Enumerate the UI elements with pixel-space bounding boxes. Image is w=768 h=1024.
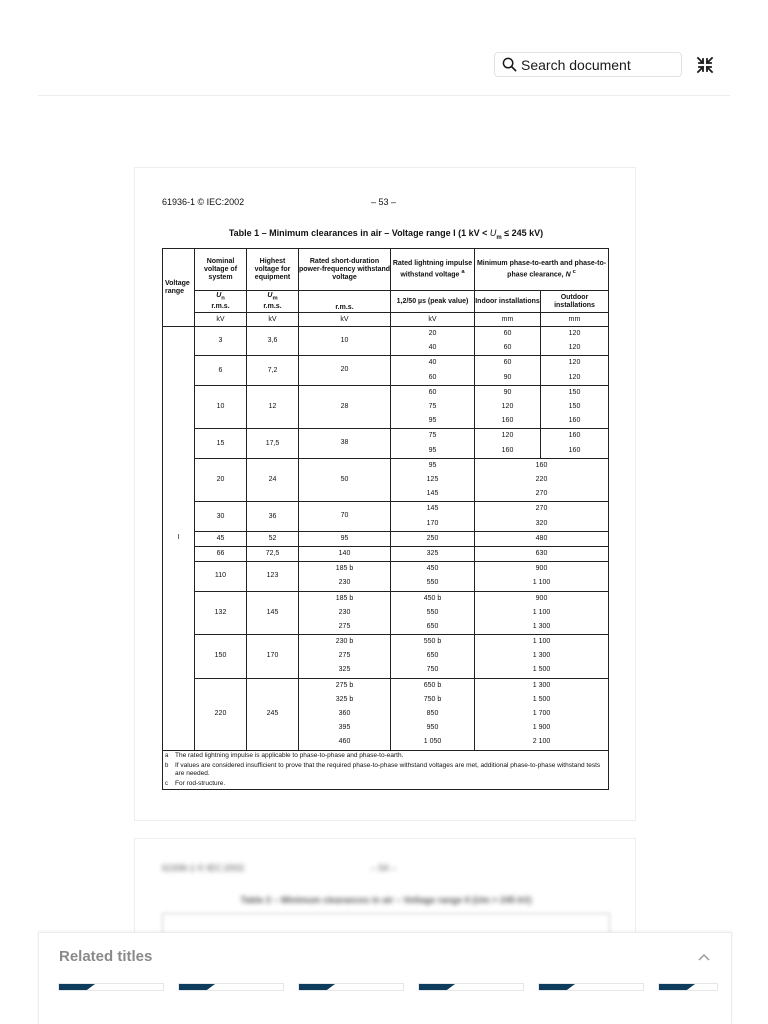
footnote — [163, 751, 608, 761]
table-row — [163, 678, 609, 750]
short-duration-cell-value: 325 — [338, 666, 351, 674]
lightning-impulse-cell-value: 950 — [426, 724, 439, 732]
next-page-number: – 54 – — [371, 863, 397, 873]
lightning-impulse-cell-value: 1 050 — [423, 738, 442, 746]
lightning-impulse-cell-value: 75 — [428, 432, 437, 440]
nominal-voltage-cell: 150 — [195, 635, 247, 679]
highest-voltage-cell: 123 — [247, 562, 299, 591]
table-row — [163, 356, 609, 385]
clearance-table — [162, 248, 609, 790]
related-thumbnail[interactable] — [418, 983, 524, 991]
footnote-mark: a — [165, 752, 169, 759]
highest-voltage-cell: 17,5 — [247, 429, 299, 458]
lightning-impulse-cell — [391, 502, 475, 531]
clearance-merged-cell-value: 1 300 — [532, 681, 551, 689]
nominal-voltage-cell: 30 — [195, 502, 247, 531]
footnote-text: For rod-structure. — [175, 779, 226, 787]
nominal-voltage-cell: 20 — [195, 458, 247, 502]
lightning-impulse-cell-value: 450 b — [423, 594, 442, 602]
lightning-impulse-cell-value: 450 — [426, 565, 439, 573]
lightning-impulse-cell-value: 75 — [428, 402, 437, 410]
indoor-clearance-cell-value: 160 — [501, 417, 514, 425]
short-duration-cell-value: 275 — [338, 622, 351, 630]
next-table-title: Table 2 – Minimum clearances in air – Voltage range II (Um > 245 kV) — [240, 895, 532, 905]
clearance-merged-cell-value: 220 — [535, 475, 548, 483]
short-duration-cell — [299, 531, 391, 546]
header-outdoor: Outdoor installations — [541, 291, 609, 313]
chevron-up-icon[interactable] — [697, 951, 711, 965]
toolbar-divider — [38, 95, 730, 96]
clearance-merged-cell-value: 1 300 — [532, 622, 551, 630]
nominal-voltage-cell: 132 — [195, 591, 247, 635]
short-duration-cell-value: 28 — [340, 402, 349, 410]
header-short-duration: Rated short-duration power-frequency withstand voltage — [299, 249, 391, 291]
lightning-impulse-cell — [391, 385, 475, 429]
short-duration-cell-value: 230 — [338, 608, 351, 616]
table-row — [163, 546, 609, 561]
short-duration-cell-value: 230 — [338, 579, 351, 587]
nominal-voltage-cell: 6 — [195, 356, 247, 385]
related-thumbnails — [58, 983, 758, 995]
lightning-impulse-cell-value: 650 — [426, 622, 439, 630]
lightning-impulse-cell — [391, 678, 475, 750]
voltage-range-cell: I — [163, 327, 195, 751]
related-thumbnail[interactable] — [658, 983, 718, 991]
lightning-impulse-cell-value: 170 — [426, 519, 439, 527]
short-duration-cell — [299, 635, 391, 679]
header-um: $U_m$ r.m.s. — [247, 291, 299, 313]
nominal-voltage-cell: 220 — [195, 678, 247, 750]
lightning-impulse-cell-value: 125 — [426, 475, 439, 483]
unit-um: kV — [247, 313, 299, 327]
short-duration-cell-value: 275 — [338, 652, 351, 660]
footnote-text: If values are considered insufficient to prove that the required phase-to-phase withstand voltages are met, additional phase-to-phase withstand tests are needed. — [175, 761, 601, 777]
lightning-impulse-cell-value: 550 — [426, 579, 439, 587]
outdoor-clearance-cell — [541, 356, 609, 385]
document-toolbar — [0, 0, 768, 96]
indoor-clearance-cell-value: 120 — [501, 432, 514, 440]
lightning-impulse-cell-value: 95 — [428, 417, 437, 425]
lightning-impulse-cell-value: 95 — [428, 446, 437, 454]
outdoor-clearance-cell — [541, 429, 609, 458]
lightning-impulse-cell-value: 550 — [426, 608, 439, 616]
nominal-voltage-cell: 3 — [195, 327, 247, 356]
outdoor-clearance-cell-value: 120 — [568, 373, 581, 381]
lightning-impulse-cell — [391, 546, 475, 561]
short-duration-cell-value: 95 — [340, 534, 349, 542]
indoor-clearance-cell-value: 160 — [501, 446, 514, 454]
indoor-clearance-cell-value: 60 — [503, 330, 512, 337]
highest-voltage-cell: 145 — [247, 591, 299, 635]
clearance-merged-cell — [475, 562, 609, 591]
clearance-merged-cell-value: 2 100 — [532, 738, 551, 746]
short-duration-cell — [299, 562, 391, 591]
footnote-mark: c — [165, 780, 168, 787]
indoor-clearance-cell-value: 90 — [503, 373, 512, 381]
lightning-impulse-cell-value: 95 — [428, 461, 437, 469]
short-duration-cell — [299, 502, 391, 531]
outdoor-clearance-cell — [541, 327, 609, 356]
outdoor-clearance-cell-value: 120 — [568, 359, 581, 367]
clearance-merged-cell — [475, 458, 609, 502]
outdoor-clearance-cell — [541, 385, 609, 429]
short-duration-cell-value: 185 b — [335, 594, 354, 602]
page-header: 61936-1 © IEC:2002 — [162, 197, 245, 207]
page-number: – 53 – — [371, 197, 397, 207]
clearance-merged-cell-value: 1 900 — [532, 724, 551, 732]
highest-voltage-cell: 12 — [247, 385, 299, 429]
related-thumbnail[interactable] — [58, 983, 164, 991]
highest-voltage-cell: 52 — [247, 531, 299, 546]
short-duration-cell-value: 185 b — [335, 565, 354, 573]
short-duration-cell-value: 460 — [338, 738, 351, 746]
table-footnotes — [163, 750, 609, 789]
header-un: $U_n$ r.m.s. — [195, 291, 247, 313]
header-voltage-range: Voltage range — [163, 249, 195, 327]
table-body — [163, 327, 609, 751]
outdoor-clearance-cell-value: 160 — [568, 417, 581, 425]
short-duration-cell-value: 70 — [340, 512, 349, 520]
outdoor-clearance-cell-value: 150 — [568, 388, 581, 396]
table-row — [163, 562, 609, 591]
short-duration-cell — [299, 591, 391, 635]
lightning-impulse-cell-value: 40 — [428, 344, 437, 352]
lightning-impulse-cell — [391, 356, 475, 385]
outdoor-clearance-cell-value: 160 — [568, 446, 581, 454]
collapse-icon[interactable] — [696, 56, 714, 74]
lightning-impulse-cell-value: 20 — [428, 330, 437, 337]
table-row — [163, 385, 609, 429]
short-duration-cell-value: 275 b — [335, 681, 354, 689]
clearance-merged-cell-value: 1 300 — [532, 652, 551, 660]
clearance-merged-cell — [475, 591, 609, 635]
header-indoor: Indoor installations — [475, 291, 541, 313]
short-duration-cell — [299, 327, 391, 356]
lightning-impulse-cell — [391, 591, 475, 635]
related-thumbnail[interactable] — [298, 983, 404, 991]
header-impulse: 1,2/50 µs (peak value) — [391, 291, 475, 313]
highest-voltage-cell: 36 — [247, 502, 299, 531]
clearance-merged-cell-value: 630 — [535, 549, 548, 557]
indoor-clearance-cell-value: 60 — [503, 359, 512, 367]
indoor-clearance-cell-value: 90 — [503, 388, 512, 396]
lightning-impulse-cell-value: 40 — [428, 359, 437, 367]
lightning-impulse-cell-value: 145 — [426, 490, 439, 498]
outdoor-clearance-cell-value: 120 — [568, 330, 581, 337]
clearance-merged-cell-value: 270 — [535, 490, 548, 498]
clearance-merged-cell-value: 320 — [535, 519, 548, 527]
clearance-merged-cell — [475, 502, 609, 531]
unit-indoor: mm — [475, 313, 541, 327]
unit-li: kV — [391, 313, 475, 327]
short-duration-cell-value: 230 b — [335, 638, 354, 646]
table-row — [163, 531, 609, 546]
short-duration-cell — [299, 356, 391, 385]
clearance-merged-cell-value: 160 — [535, 461, 548, 469]
indoor-clearance-cell — [475, 356, 541, 385]
lightning-impulse-cell — [391, 635, 475, 679]
nominal-voltage-cell: 15 — [195, 429, 247, 458]
header-lightning: Rated lightning impulse withstand voltage $^a$ — [391, 249, 475, 291]
lightning-impulse-cell-value: 750 b — [423, 695, 442, 703]
footnote — [163, 779, 608, 789]
table-row — [163, 429, 609, 458]
nominal-voltage-cell: 10 — [195, 385, 247, 429]
unit-un: kV — [195, 313, 247, 327]
outdoor-clearance-cell-value: 160 — [568, 432, 581, 440]
clearance-merged-cell — [475, 635, 609, 679]
clearance-merged-cell-value: 1 100 — [532, 579, 551, 587]
lightning-impulse-cell-value: 650 b — [423, 681, 442, 689]
footnote-text: The rated lightning impulse is applicable to phase-to-phase and phase-to-earth. — [175, 751, 404, 759]
lightning-impulse-cell-value: 850 — [426, 710, 439, 718]
lightning-impulse-cell — [391, 327, 475, 356]
clearance-merged-cell-value: 480 — [535, 534, 548, 542]
footnote — [163, 761, 608, 779]
related-titles-panel[interactable] — [38, 932, 732, 1024]
header-rms: r.m.s. — [299, 291, 391, 313]
header-nominal: Nominal voltage of system — [195, 249, 247, 291]
clearance-merged-cell — [475, 531, 609, 546]
short-duration-cell-value: 360 — [338, 710, 351, 718]
document-page — [134, 167, 636, 821]
highest-voltage-cell: 170 — [247, 635, 299, 679]
clearance-merged-cell-value: 1 700 — [532, 710, 551, 718]
lightning-impulse-cell — [391, 458, 475, 502]
table-row — [163, 591, 609, 635]
short-duration-cell-value: 10 — [340, 337, 349, 345]
indoor-clearance-cell-value: 120 — [501, 402, 514, 410]
lightning-impulse-cell-value: 60 — [428, 388, 437, 396]
clearance-merged-cell-value: 270 — [535, 505, 548, 513]
clearance-merged-cell-value: 900 — [535, 565, 548, 573]
header-highest: Highest voltage for equipment — [247, 249, 299, 291]
lightning-impulse-cell-value: 145 — [426, 505, 439, 513]
short-duration-cell-value: 38 — [340, 439, 349, 447]
search-input[interactable] — [521, 57, 671, 73]
clearance-merged-cell — [475, 678, 609, 750]
indoor-clearance-cell — [475, 385, 541, 429]
search-icon — [502, 57, 517, 72]
nominal-voltage-cell: 110 — [195, 562, 247, 591]
next-page-header: 61936-1 © IEC:2002 — [162, 863, 245, 873]
outdoor-clearance-cell-value: 120 — [568, 344, 581, 352]
table-row — [163, 635, 609, 679]
highest-voltage-cell: 72,5 — [247, 546, 299, 561]
short-duration-cell — [299, 385, 391, 429]
short-duration-cell-value: 140 — [338, 549, 351, 557]
lightning-impulse-cell-value: 650 — [426, 652, 439, 660]
nominal-voltage-cell: 45 — [195, 531, 247, 546]
short-duration-cell — [299, 429, 391, 458]
indoor-clearance-cell-value: 60 — [503, 344, 512, 352]
table-title: Table 1 – Minimum clearances in air – Voltage range I (1 kV < $U_m \le 245$ kV) — [228, 228, 544, 241]
lightning-impulse-cell-value: 60 — [428, 373, 437, 381]
lightning-impulse-cell — [391, 562, 475, 591]
lightning-impulse-cell — [391, 429, 475, 458]
lightning-impulse-cell-value: 250 — [426, 534, 439, 542]
lightning-impulse-cell — [391, 531, 475, 546]
table-row — [163, 502, 609, 531]
highest-voltage-cell: 24 — [247, 458, 299, 502]
highest-voltage-cell: 3,6 — [247, 327, 299, 356]
indoor-clearance-cell — [475, 429, 541, 458]
header-min-clearance: Minimum phase-to-earth and phase-to-phase clearance, N $^c$ — [475, 249, 609, 291]
highest-voltage-cell: 245 — [247, 678, 299, 750]
clearance-merged-cell-value: 1 500 — [532, 666, 551, 674]
short-duration-cell — [299, 678, 391, 750]
clearance-merged-cell — [475, 546, 609, 561]
short-duration-cell-value: 325 b — [335, 695, 354, 703]
table-row — [163, 458, 609, 502]
clearance-merged-cell-value: 1 100 — [532, 638, 551, 646]
nominal-voltage-cell: 66 — [195, 546, 247, 561]
search-box[interactable] — [494, 52, 682, 77]
short-duration-cell — [299, 546, 391, 561]
clearance-merged-cell-value: 1 100 — [532, 608, 551, 616]
related-thumbnail[interactable] — [178, 983, 284, 991]
lightning-impulse-cell-value: 550 b — [423, 638, 442, 646]
highest-voltage-cell: 7,2 — [247, 356, 299, 385]
table-row — [163, 327, 609, 356]
footnote-mark: b — [165, 762, 169, 769]
short-duration-cell-value: 395 — [338, 724, 351, 732]
outdoor-clearance-cell-value: 150 — [568, 402, 581, 410]
unit-outdoor: mm — [541, 313, 609, 327]
short-duration-cell-value: 20 — [340, 366, 349, 374]
unit-sd: kV — [299, 313, 391, 327]
related-thumbnail[interactable] — [538, 983, 644, 991]
clearance-merged-cell-value: 1 500 — [532, 695, 551, 703]
lightning-impulse-cell-value: 750 — [426, 666, 439, 674]
lightning-impulse-cell-value: 325 — [426, 549, 439, 557]
short-duration-cell — [299, 458, 391, 502]
short-duration-cell-value: 50 — [340, 475, 349, 483]
indoor-clearance-cell — [475, 327, 541, 356]
related-titles-heading: Related titles — [59, 948, 153, 965]
clearance-merged-cell-value: 900 — [535, 594, 548, 602]
